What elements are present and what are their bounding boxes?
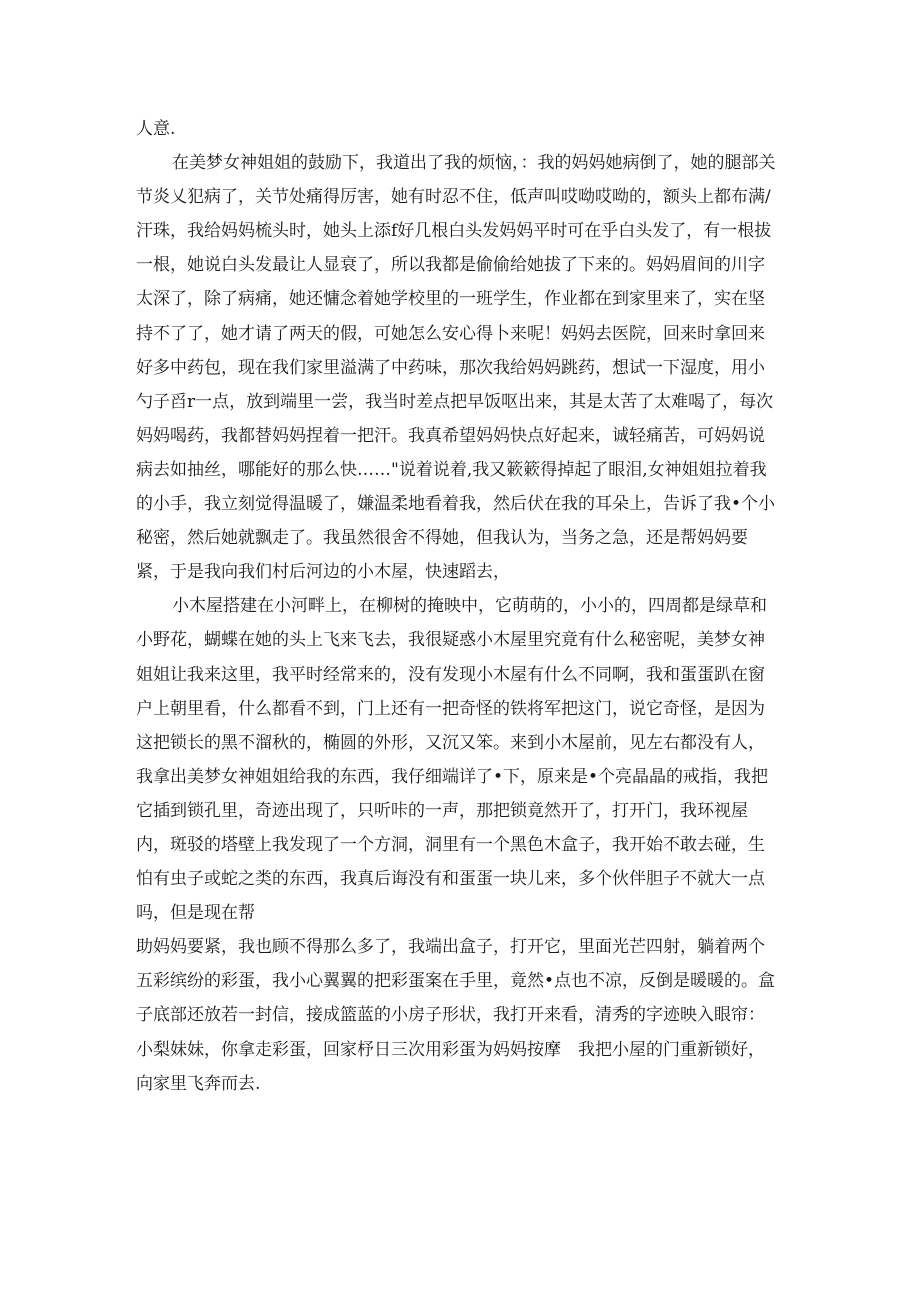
text-line: 这把锁长的黑不溜秋的，椭圆的外形，又沉又笨。来到小木屋前，见左右都没有人，	[136, 732, 765, 753]
text-line: 的小手，我立刻觉得温暖了，嫌温柔地看着我，然后伏在我的耳朵上，告诉了我•个小	[136, 494, 776, 515]
text-line: 一根，她说白头发最让人显衰了，所以我都是偷偷给她拔了下来的。妈妈眉间的川字	[136, 255, 765, 276]
text-line: 户上朝里看，什么都看不到，门上还有一把奇怪的铁将军把这门，说它奇怪，是因为	[136, 698, 765, 719]
text-line: 子底部还放若一封信，接成篮蓝的小房子形状，我打开来看，清秀的字迹映入眼帘：	[136, 1005, 765, 1026]
text-line: 在美梦女神姐姐的鼓励下，我道出了我的烦恼，：我的妈妈她病倒了，她的腿部关	[172, 153, 776, 174]
text-line: 助妈妈要紧，我也顾不得那么多了，我端出盒子，打开它，里面光芒四射，躺着两个	[136, 937, 765, 958]
text-line: 小梨妹妹，你拿走彩蛋，回家杼日三次用彩蛋为妈妈按摩 我把小屋的门重新锁好，	[136, 1039, 765, 1060]
text-line: 向家里飞奔而去.	[136, 1073, 261, 1094]
text-line: 内，斑驳的塔壁上我发现了一个方洞，洞里有一个黑色木盒子，我开始不敢去碰，生	[136, 834, 765, 855]
text-line: 我拿出美梦女神姐姐给我的东西，我仔细端详了•下，原来是•个亮晶晶的戒指，我把	[136, 766, 769, 787]
text-line: 姐姐让我来这里，我平时经常来的，没有发现小木屋有什么不同啊，我和蛋蛋趴在窗	[136, 664, 765, 685]
text-line: 人意.	[136, 119, 176, 139]
text-line: 怕有虫子或蛇之类的东西，我真后诲没有和蛋蛋一块儿来，多个伙伴胆子不就大一点	[136, 869, 765, 890]
document-body	[136, 112, 796, 1101]
text-line: 秘密，然后她就飘走了。我虽然很舍不得她，但我认为，当务之急，还是帮妈妈要	[136, 528, 748, 549]
text-line: 太深了，除了病痛，她还慵念着她学校里的一班学生，作业都在到家里来了，实在坚	[136, 289, 765, 310]
text-line: 吗，但是现在帮	[136, 903, 255, 924]
text-line: 小野花，蝴蝶在她的头上飞来飞去，我很疑惑小木屋里究竟有什么秘密呢，美梦女神	[136, 630, 765, 651]
text-line: 病去如抽丝，哪能好的那么快……"说着说着,我又簌簌得掉起了眼泪,女神姐姐拉着我	[136, 459, 767, 480]
text-line: 紧，于是我向我们村后河边的小木屋，快速蹈去，	[136, 562, 510, 583]
text-line: 汗珠，我给妈妈梳头时，她头上添f好几根白头发妈妈平时可在乎白头发了，有一根拔	[136, 221, 772, 242]
text-line: 勺子舀r一点，放到端里一尝，我当时差点把早饭呕出来，其是太苦了太难喝了，每次	[136, 391, 774, 412]
text-line: 五彩缤纷的彩蛋，我小心翼翼的把彩蛋案在手里，竟然•点也不凉，反倒是暖暖的。盒	[136, 971, 776, 992]
text-line: 小木屋搭建在小河畔上，在柳树的掩映中，它萌萌的，小小的，四周都是绿草和	[172, 596, 767, 617]
text-line: 持不了了，她才请了两天的假，可她怎么安心得卜来呢！妈妈去医院，回来时拿回来	[136, 323, 765, 344]
text-line: 它插到锁孔里，奇迹出现了，只听咔的一声，那把锁竟然开了，打开门，我环视屋	[136, 800, 748, 821]
text-line: 节炎乂犯病了，关节处痛得厉害，她有时忍不住，低声叫哎呦哎呦的，额头上都布满/	[136, 187, 771, 208]
text-line: 妈妈喝药，我都替妈妈捏着一把汗。我真希望妈妈快点好起来，诚轻痛苦，可妈妈说	[136, 425, 765, 446]
text-line: 好多中药包，现在我们家里溢满了中药味，那次我给妈妈跳药，想试一下湿度，用小	[136, 357, 765, 378]
